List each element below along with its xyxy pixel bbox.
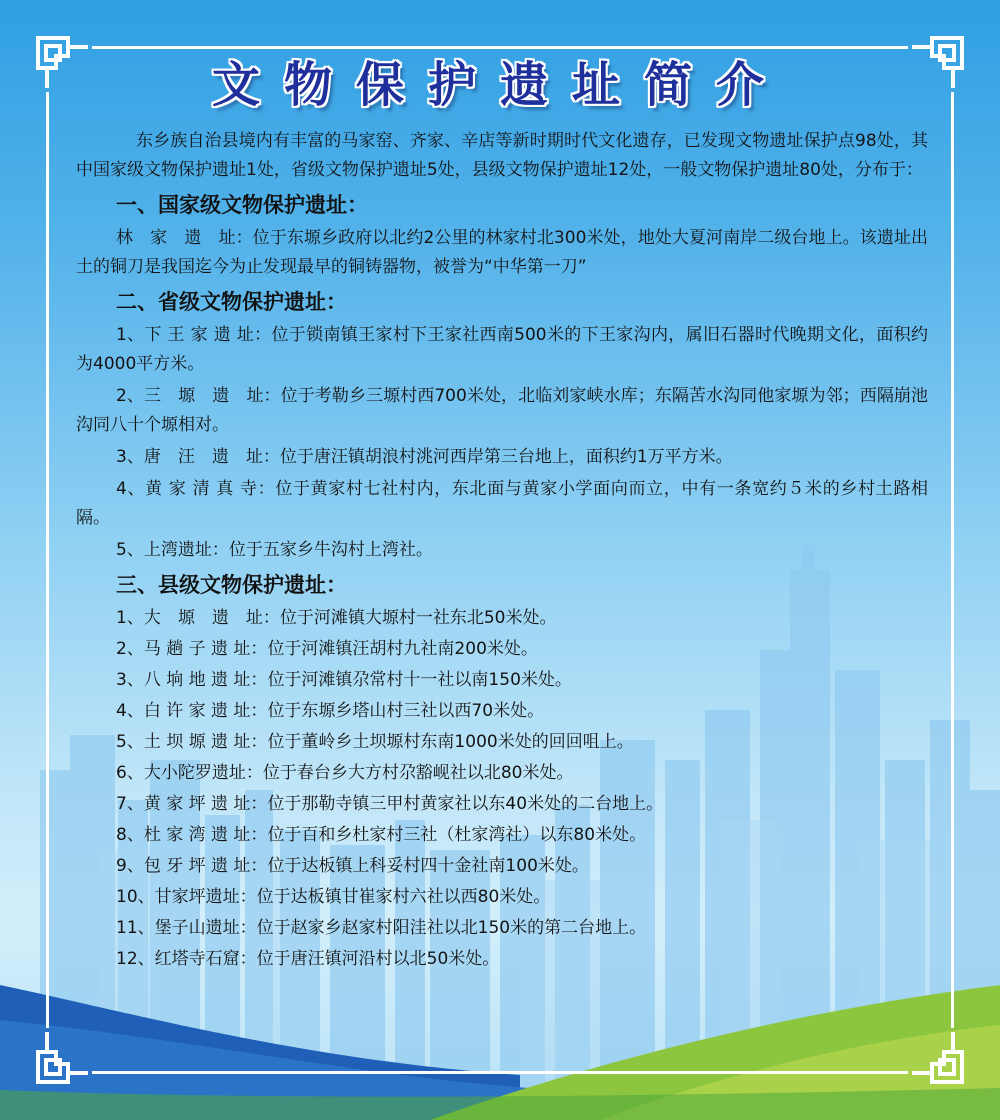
site-description: 位于锁南镇王家村下王家社西南500米的下王家沟内，属旧石器时代晚期文化，面积约为4000平方米。 [76,325,928,374]
frame-right [951,92,954,1028]
site-description: 位于董岭乡土坝塬村东南1000米处的回回咀上。 [267,732,634,752]
site-name: 3、唐 汪 遗 址： [116,447,280,467]
site-entry [76,852,928,881]
site-name: 6、大小陀罗遗址： [116,763,263,783]
site-entry [76,536,928,565]
site-entry [76,759,928,788]
site-name: 11、堡子山遗址： [116,918,257,938]
site-description: 位于五家乡牛沟村上湾社。 [228,540,433,560]
site-entry [76,604,928,633]
site-entry [76,666,928,695]
site-name: 5、上湾遗址： [116,540,229,560]
site-description: 位于河滩镇大塬村一社东北50米处。 [279,608,557,628]
site-name: 9、包 牙 坪 遗 址： [116,856,268,876]
site-description: 位于考勒乡三塬村西700米处，北临刘家峡水库；东隔苦水沟同他家塬为邻；西隔崩池沟同八十个塬相对。 [76,386,928,435]
site-name: 12、红塔寺石窟： [116,949,257,969]
corner-knot-icon [908,1028,966,1086]
section-heading-national: 一、国家级文物保护遗址： [116,193,368,217]
site-name: 7、黄 家 坪 遗 址： [116,794,268,814]
site-name: 3、八 垧 地 遗 址： [116,670,268,690]
site-description: 位于东塬乡塔山村三社以西70米处。 [267,701,545,721]
site-description: 位于达板镇甘崔家村六社以西80米处。 [256,887,551,907]
site-description: 位于唐汪镇胡浪村洮河西岸第三台地上，面积约1万平方米。 [279,447,733,467]
site-name: 2、三 塬 遗 址： [116,386,281,406]
site-description: 位于达板镇上科妥村四十金社南100米处。 [267,856,589,876]
site-name: 10、甘家坪遗址： [116,887,257,907]
site-description: 位于百和乡杜家村三社（杜家湾社）以东80米处。 [267,825,647,845]
site-entry [76,635,928,664]
page-title: 文物保护遗址简介 [211,57,788,113]
site-description: 位于河滩镇汪胡村九社南200米处。 [267,639,538,659]
site-entry [76,790,928,819]
site-name: 1、下 王 家 遗 址： [116,325,272,345]
corner-knot-icon [34,1028,92,1086]
site-name: 林 家 遗 址： [116,228,253,248]
site-name: 5、土 坝 塬 遗 址： [116,732,268,752]
site-name: 4、黄 家 清 真 寺： [116,479,276,499]
site-description: 位于赵家乡赵家村阳洼社以北150米的第二台地上。 [256,918,647,938]
site-entry [76,321,928,379]
site-entry [76,697,928,726]
site-name: 8、杜 家 湾 遗 址： [116,825,268,845]
site-description: 位于唐汪镇河沿村以北50米处。 [256,949,500,969]
site-name: 2、马 趟 子 遗 址： [116,639,268,659]
site-entry [76,382,928,440]
site-description: 位于河滩镇尕常村十一社以南150米处。 [267,670,572,690]
site-entry [76,914,928,943]
site-entry [76,443,928,472]
site-description: 位于那勒寺镇三甲村黄家社以东40米处的二台地上。 [267,794,664,814]
content-body [76,127,928,976]
site-description: 位于春台乡大方村尕豁岘社以北80米处。 [262,763,574,783]
site-entry [76,821,928,850]
site-entry [76,945,928,974]
site-name: 1、大 塬 遗 址： [116,608,280,628]
site-name: 4、白 许 家 遗 址： [116,701,268,721]
frame-left [46,92,49,1028]
section-heading-county: 三、县级文物保护遗址： [116,573,347,597]
site-description: 位于黄家村七社村内，东北面与黄家小学面向而立，中有一条宽约５米的乡村土路相隔。 [76,479,928,528]
frame-bottom [92,1071,908,1074]
site-entry [76,728,928,757]
intro-paragraph: 东乡族自治县境内有丰富的马家窑、齐家、辛店等新时期时代文化遗存，已发现文物遗址保护点98处，其中国家级文物保护遗址1处，省级文物保护遗址5处，县级文物保护遗址12处，一般文物保护遗址80处，分布于： [76,131,928,180]
site-entry [76,224,928,282]
site-description: 位于东塬乡政府以北约2公里的林家村北300米处，地处大夏河南岸二级台地上。该遗址出土的铜刀是我国迄今为止发现最早的铜铸器物，被誉为“中华第一刀” [76,228,929,277]
section-heading-provincial: 二、省级文物保护遗址： [116,290,347,314]
site-entry [76,475,928,533]
site-entry [76,883,928,912]
